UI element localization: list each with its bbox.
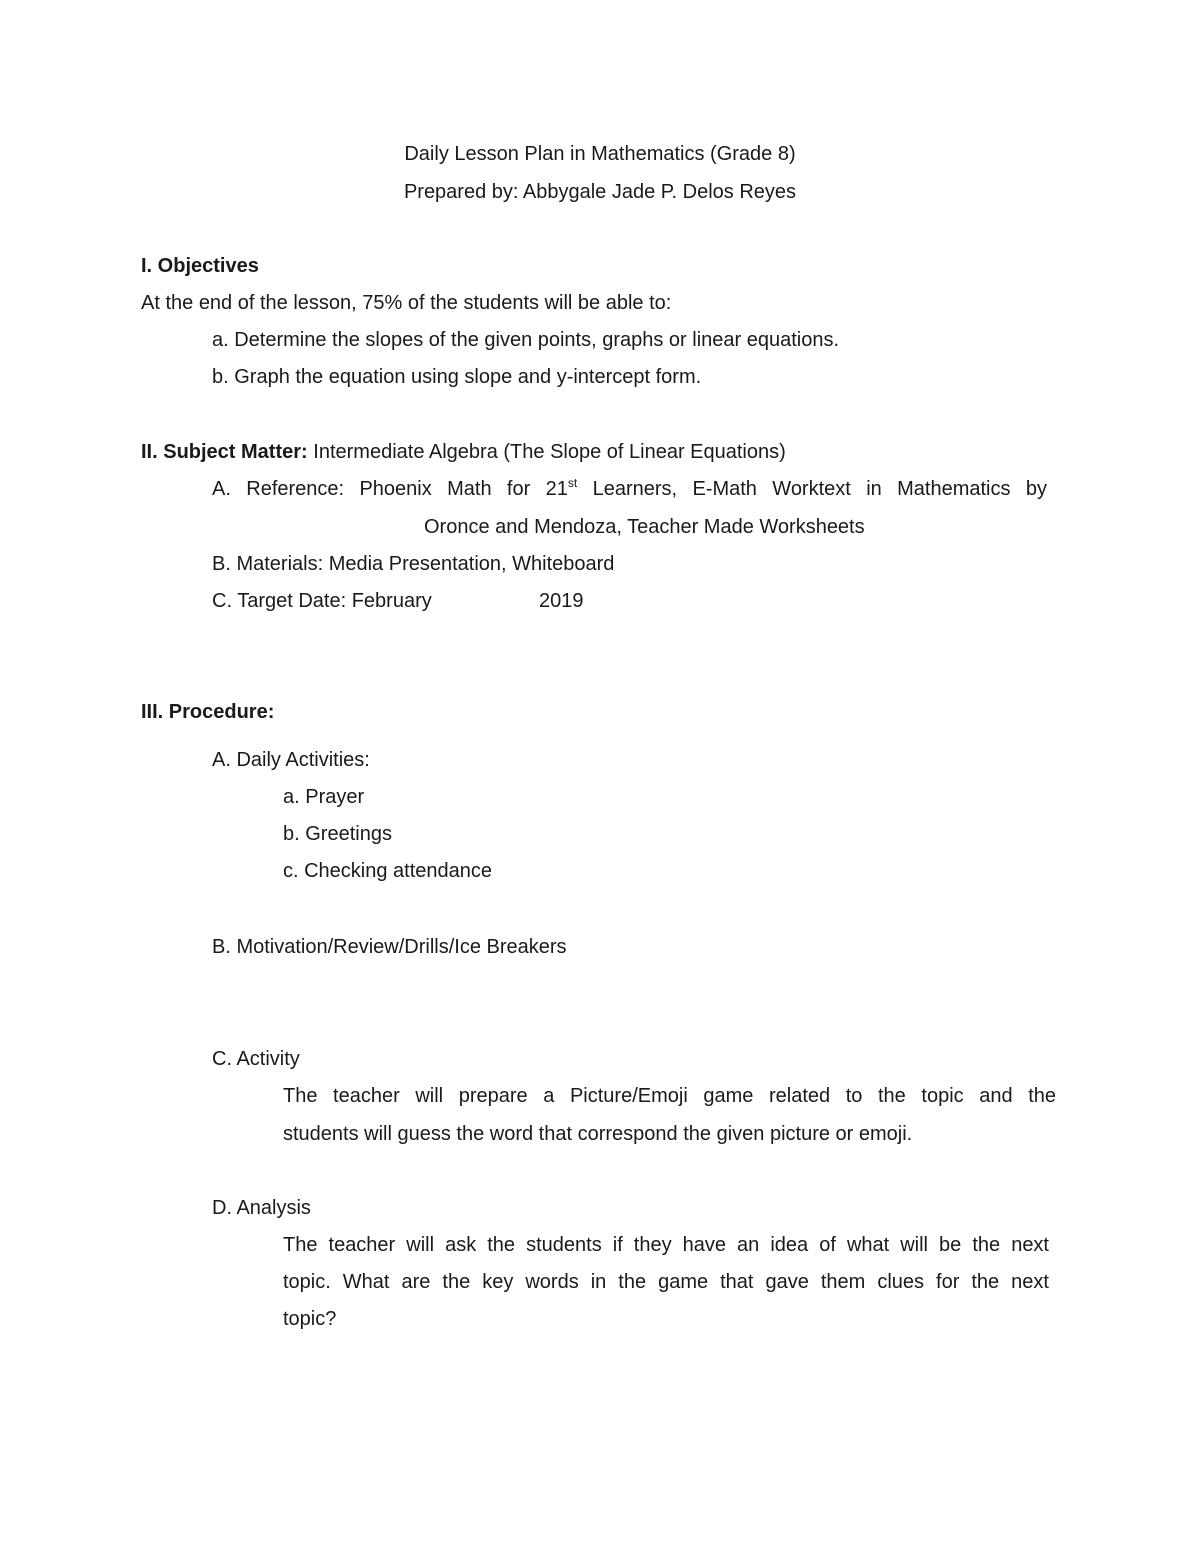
reference-continuation: Oronce and Mendoza, Teacher Made Worksheets [424, 516, 865, 538]
daily-activity-item: a. Prayer [283, 786, 365, 808]
author-line: Prepared by: Abbygale Jade P. Delos Reyes [403, 181, 797, 203]
reference-text-a: A. Reference: Phoenix Math for 21 [212, 478, 568, 500]
reference-text-b: Learners, E-Math Worktext in Mathematics by [592, 478, 1047, 500]
subject-matter-line [141, 440, 786, 464]
objectives-heading: I. Objectives [141, 255, 259, 277]
daily-activity-item: b. Greetings [283, 823, 392, 845]
subject-matter-topic: Intermediate Algebra (The Slope of Linear Equations) [313, 441, 786, 463]
objectives-intro: At the end of the lesson, 75% of the students will be able to: [141, 292, 672, 314]
activity-description-line: The teacher will prepare a Picture/Emoji game related to the topic and the [283, 1085, 1056, 1107]
target-date-label: C. Target Date: February [212, 590, 432, 612]
objective-item: a. Determine the slopes of the given points, graphs or linear equations. [212, 329, 840, 351]
activity-label: C. Activity [212, 1048, 300, 1070]
reference-line [212, 477, 1047, 501]
materials-line: B. Materials: Media Presentation, Whiteboard [212, 553, 615, 575]
daily-activity-item: c. Checking attendance [283, 860, 493, 882]
subject-matter-heading: II. Subject Matter: [141, 441, 308, 463]
analysis-description-line: The teacher will ask the students if they have an idea of what will be the next [283, 1234, 1049, 1256]
analysis-label: D. Analysis [212, 1197, 311, 1219]
document-title: Daily Lesson Plan in Mathematics (Grade 8) [404, 143, 796, 165]
target-date-year: 2019 [539, 590, 584, 612]
motivation-label: B. Motivation/Review/Drills/Ice Breakers [212, 936, 567, 958]
objective-item: b. Graph the equation using slope and y-intercept form. [212, 366, 702, 388]
procedure-heading: III. Procedure: [141, 701, 275, 723]
activity-description-line: students will guess the word that correspond the given picture or emoji. [283, 1123, 913, 1145]
ordinal-suffix: st [567, 476, 578, 490]
analysis-description-line: topic? [283, 1308, 337, 1330]
analysis-description-line: topic. What are the key words in the game that gave them clues for the next [283, 1271, 1049, 1293]
daily-activities-label: A. Daily Activities: [212, 749, 370, 771]
